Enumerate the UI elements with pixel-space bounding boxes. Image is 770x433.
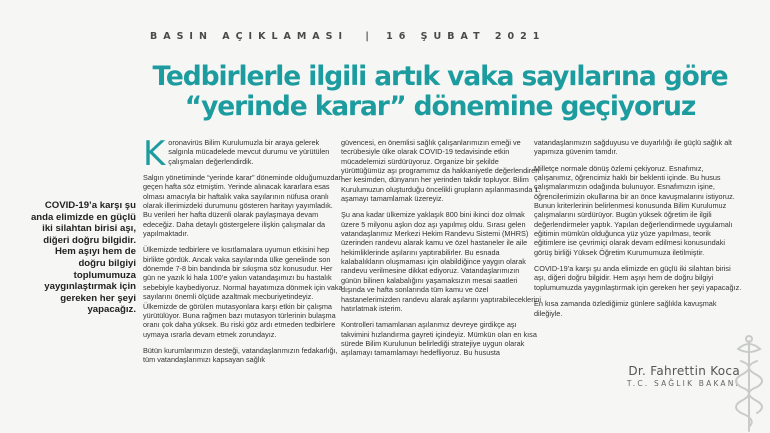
body-paragraph: Milletçe normale dönüş özlemi çekiyoruz. Esnafımız, çalışanımız, öğrencimiz haklı bir beklenti içinde. Bu husus çalışmalarımızın odağında bulunuyor. Esnafımızın işine, öğrencilerimizin okullarına bir an önce kavuşmalarını istiyoruz. Bunun kriterlerinin belirlenmesi konusunda Bilim Kurulumuz çalışmalarını sürdürüyor. Bugün yüksek öğretim ile ilgili değerlendirmeler yaptık. Yapılan değerlendirmede uygulamalı eğitimin mümkün olduğunca yüz yüze yapılması, teorik eğitimlere ise çevrimiçi olarak devam edilmesi konusundaki görüş birliği Yüksek Öğretim Kurumumuza iletilmiştir. bbox=[534, 163, 735, 257]
header-date: 16 ŞUBAT 2021 bbox=[386, 31, 546, 42]
body-paragraph: Salgın yönetiminde “yerinde karar” döneminde olduğumuzdan geçen hafta söz etmiştim. Yerinde alınacak kararlara esas olması amacıyla bir haftalık vaka sayılarının nüfusa oranlı olarak illerimizdeki durumunu gösteren haritayı yayımladık. Bu verileri her hafta düzenli olarak paylaşmaya devam edeceğiz. Daha detaylı göstergelere ilişkin çalışmalar da yapılmaktadır. bbox=[143, 173, 343, 239]
signature-block bbox=[540, 364, 740, 388]
drop-cap: K bbox=[143, 134, 166, 174]
title-line-2: “yerinde karar” dönemine geçiyoruz bbox=[184, 91, 696, 122]
body-paragraph: Şu ana kadar ülkemize yaklaşık 800 bini ikinci doz olmak üzere 5 milyonu aşkın doz aşı yapılmış oldu. Sırası gelen vatandaşlarımız Merkezi Hekim Randevu Sistemi (MHRS) üzerinden randevu alarak kamu ve özel hastaneler ile aile hekimliklerinde aşılarını yaptırabilirler. Bu esnada kalabalıkların oluşmaması için olabildiğince yaygın olarak randevu verilmesine dikkat ediyoruz. Vatandaşlarımızın günün bilinen kalabalığını yaşamaksızın mesai saatleri dışında ve hafta sonlarında tüm kamu ve özel hastanelerimizden randevu alarak aşılarını yaptırabileceklerini hatırlatmak isterim. bbox=[341, 210, 541, 313]
body-paragraph: Ülkemizde tedbirlere ve kısıtlamalara uyumun etkisini hep birlikte gördük. Ancak vaka sayılarında ülke genelinde son dönemde 7-8 bin bandında bir sıkışma söz konusudur. Her gün ne yazık ki hala 100’e yakın vatandaşımızı bu hastalık sebebiyle kaybediyoruz. Normal hayatımıza dönmek için vaka sayılarını önemli ölçüde azaltmak mecburiyetindeyiz. Ülkemizde de görülen mutasyonlara karşı etkin bir çalışma yürütülüyor. Buna rağmen bazı mutasyon türlerinin bulaşma oranı çok daha yüksek. Bu riski göz ardı etmeden tedbirlere uymaya ısrarla devam etmek zorundayız. bbox=[143, 245, 343, 339]
signatory-name: Dr. Fahrettin Koca bbox=[628, 364, 740, 378]
document-header bbox=[150, 31, 712, 45]
title-line-1: Tedbirlerle ilgili artık vaka sayılarına göre bbox=[152, 61, 728, 92]
body-paragraph: En kısa zamanda özlediğimiz günlere sağlıkla kavuşmak dileğiyle. bbox=[534, 299, 717, 318]
body-column-3 bbox=[534, 138, 744, 325]
body-paragraph: güvencesi, en önemlisi sağlık çalışanlarımızın emeği ve tecrübesiyle ülke olarak COVID-19 tedavisinde etkin mücadelemizi sürdürüyoruz. Organize bir şekilde yürüttüğümüz aşı programımız da hakkaniyetle değerlendiren her kesimden, dünyanın her yerinden takdir topluyor. Bilim Kurulumuzun oluşturduğu öncelikli grupların aşılanmasında 1. aşamayı tamamlamak üzereyiz. bbox=[341, 138, 541, 204]
paragraph-text: oronavirüs Bilim Kurulumuzla bir araya gelerek salgınla mücadelede mevcut durumu ve yürütülen çalışmaları değerlendirdik. bbox=[168, 138, 330, 166]
page-title bbox=[130, 62, 750, 122]
body-paragraph: COVID-19’a karşı şu anda elimizde en güçlü iki silahtan birisi aşı, diğeri doğru bilgidir. Hem aşıyı hem de doğru bilgiyi toplumumuzda yaygınlaştırmak için gereken her şeyi yapacağız. bbox=[534, 264, 742, 292]
body-paragraph bbox=[143, 134, 343, 174]
body-paragraph: Bütün kurumlarımızın desteği, vatandaşlarımızın fedakarlığı, tüm vatandaşlarımızı kapsayan sağlık bbox=[143, 345, 338, 365]
body-paragraph: Kontrolleri tamamlanan aşılarımız devreye girdikçe aşı takvimini hızlandırma gayreti içindeyiz. Mümkün olan en kısa sürede Bilim Kurulunun belirlediği stratejiye uygun olarak aşılamayı tamamlamayı hedefliyoruz. Bu hususta bbox=[341, 320, 537, 358]
body-paragraph: vatandaşlarımızın sağduyusu ve duyarlılığı ile güçlü sağlık alt yapımıza güvenim tamdır. bbox=[534, 138, 732, 157]
signatory-title: T.C. SAĞLIK BAKANI bbox=[626, 379, 740, 388]
header-label: BASIN AÇIKLAMASI bbox=[150, 31, 349, 42]
body-column-1 bbox=[143, 134, 343, 372]
ministry-emblem-icon bbox=[732, 335, 766, 433]
body-column-2 bbox=[341, 138, 541, 365]
pull-quote: COVID-19’a karşı şu anda elimizde en güçlü iki silahtan birisi aşı, diğeri doğru bilgidir. Hem aşıyı hem de doğru bilgiyi toplumumuza yaygınlaştırmak için gereken her şeyi yapacağız. bbox=[30, 200, 136, 316]
header-separator: | bbox=[365, 31, 369, 42]
